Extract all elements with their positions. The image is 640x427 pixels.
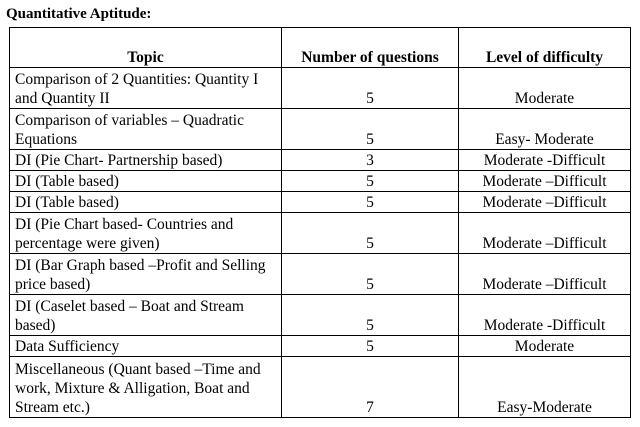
topic-cell: Miscellaneous (Quant based –Time and work, Mixture & Alligation, Boat and Stream etc.) bbox=[10, 357, 282, 418]
level-cell: Moderate -Difficult bbox=[459, 295, 631, 336]
table-row bbox=[10, 254, 631, 295]
count-cell: 5 bbox=[282, 192, 459, 213]
count-cell: 5 bbox=[282, 295, 459, 336]
count-cell: 5 bbox=[282, 171, 459, 192]
table-row bbox=[10, 68, 631, 109]
table-row bbox=[10, 213, 631, 254]
topic-cell: DI (Bar Graph based –Profit and Selling price based) bbox=[10, 254, 282, 295]
header-topic: Topic bbox=[10, 28, 282, 68]
topic-cell: DI (Caselet based – Boat and Stream based) bbox=[10, 295, 282, 336]
topic-cell: Comparison of 2 Quantities: Quantity I and Quantity II bbox=[10, 68, 282, 109]
section-title: Quantitative Aptitude: bbox=[6, 6, 152, 22]
level-cell: Moderate bbox=[459, 336, 631, 357]
topic-cell: DI (Table based) bbox=[10, 192, 282, 213]
topic-cell: Data Sufficiency bbox=[10, 336, 282, 357]
topic-cell: Comparison of variables – Quadratic Equations bbox=[10, 109, 282, 150]
aptitude-table bbox=[9, 27, 631, 418]
topic-cell: DI (Pie Chart based- Countries and percentage were given) bbox=[10, 213, 282, 254]
level-cell: Moderate -Difficult bbox=[459, 150, 631, 171]
topic-cell: DI (Table based) bbox=[10, 171, 282, 192]
level-cell: Moderate –Difficult bbox=[459, 192, 631, 213]
table-row bbox=[10, 336, 631, 357]
level-cell: Easy-Moderate bbox=[459, 357, 631, 418]
header-level-of-difficulty: Level of difficulty bbox=[459, 28, 631, 68]
count-cell: 7 bbox=[282, 357, 459, 418]
count-cell: 5 bbox=[282, 109, 459, 150]
topic-cell: DI (Pie Chart- Partnership based) bbox=[10, 150, 282, 171]
level-cell: Easy- Moderate bbox=[459, 109, 631, 150]
count-cell: 5 bbox=[282, 213, 459, 254]
header-number-of-questions: Number of questions bbox=[282, 28, 459, 68]
table-row bbox=[10, 192, 631, 213]
header-row bbox=[10, 28, 631, 68]
table-row bbox=[10, 109, 631, 150]
table-row bbox=[10, 171, 631, 192]
table-row bbox=[10, 295, 631, 336]
table-row bbox=[10, 150, 631, 171]
level-cell: Moderate bbox=[459, 68, 631, 109]
level-cell: Moderate –Difficult bbox=[459, 171, 631, 192]
count-cell: 3 bbox=[282, 150, 459, 171]
level-cell: Moderate –Difficult bbox=[459, 213, 631, 254]
level-cell: Moderate –Difficult bbox=[459, 254, 631, 295]
count-cell: 5 bbox=[282, 254, 459, 295]
count-cell: 5 bbox=[282, 68, 459, 109]
table-row bbox=[10, 357, 631, 418]
count-cell: 5 bbox=[282, 336, 459, 357]
